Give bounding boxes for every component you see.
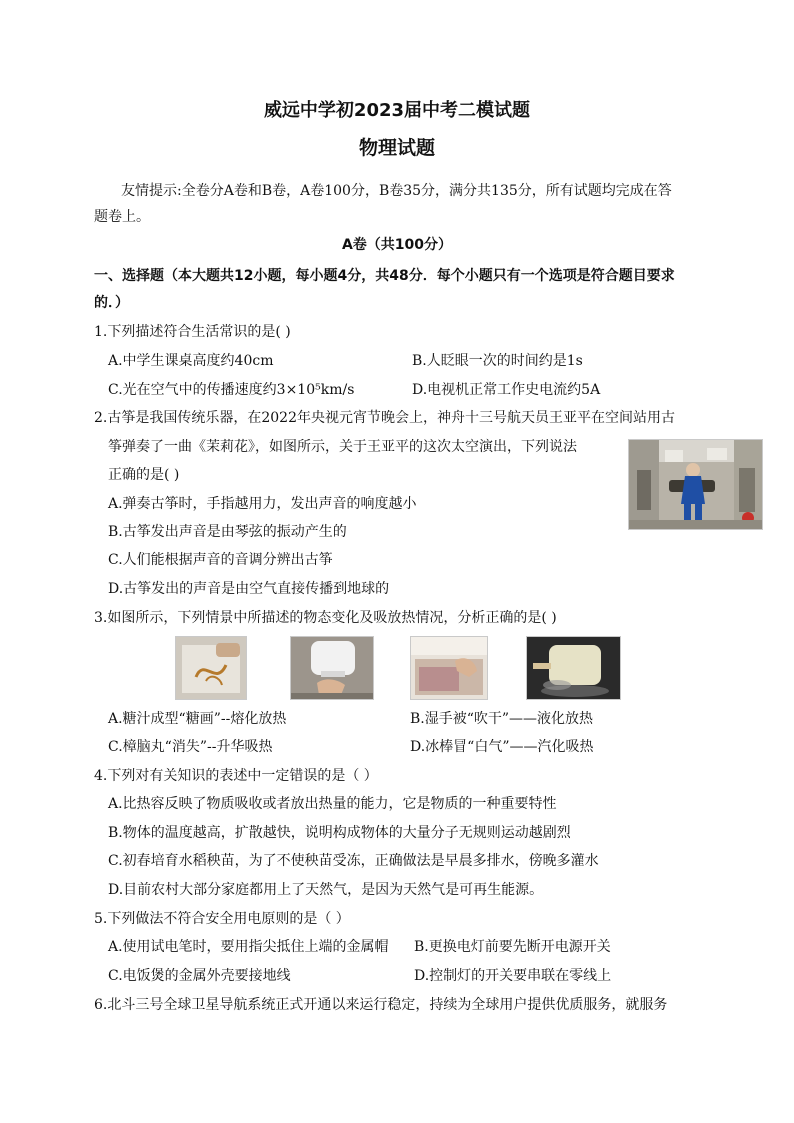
part1-heading-2: 的．） [94,295,129,311]
question-2-option-c: C.人们能根据声音的音调分辨出古筝 [108,552,333,568]
question-5-option-b: B.更换电灯前要先断开电源开关 [414,939,611,955]
sugar-painting-photo [175,636,247,700]
question-4-option-c: C.初春培育水稻秧苗，为了不使秧苗受冻，正确做法是早晨多排水，傍晚多灌水 [108,853,599,869]
question-5-option-d: D.控制灯的开关要串联在零线上 [414,968,612,984]
question-3-option-d: D.冰棒冒“白气”——汽化吸热 [410,739,594,755]
question-1-option-b: B.人眨眼一次的时间约是1s [412,353,583,369]
notice-line-1: 友情提示:全卷分A卷和B卷，A卷100分，B卷35分，满分共135分，所有试题均完成在答 [121,183,672,199]
question-4-option-a: A.比热容反映了物质吸收或者放出热量的能力，它是物质的一种重要特性 [108,796,557,812]
question-2-option-d: D.古筝发出的声音是由空气直接传播到地球的 [108,581,390,597]
question-6-stem: 6.北斗三号全球卫星导航系统正式开通以来运行稳定，持续为全球用户提供优质服务，就服务 [94,997,668,1013]
drawer-mothball-photo [410,636,488,700]
popsicle-photo [526,636,621,700]
question-2-option-b: B.古筝发出声音是由琴弦的振动产生的 [108,524,347,540]
question-1-option-d: D.电视机正常工作史电流约5A [412,382,601,398]
question-3-option-a: A.糖汁成型“糖画”--熔化放热 [108,711,287,727]
question-2-option-a: A.弹奏古筝时，手指越用力，发出声音的响度越小 [108,496,417,512]
question-3-option-b: B.湿手被“吹干”——液化放热 [410,711,594,727]
hand-dryer-photo [290,636,374,700]
space-station-photo [628,439,763,530]
question-5-option-a: A.使用试电笔时，要用指尖抵住上端的金属帽 [108,939,389,955]
question-2-stem-3: 正确的是( ) [108,467,180,483]
question-3-stem: 3.如图所示，下列情景中所描述的物态变化及吸放热情况，分析正确的是( ) [94,610,557,626]
question-1-option-c: C.光在空气中的传播速度约3×10⁵km/s [108,382,355,398]
question-4-option-b: B.物体的温度越高，扩散越快，说明构成物体的大量分子无规则运动越剧烈 [108,825,571,841]
question-5-option-c: C.电饭煲的金属外壳要接地线 [108,968,291,984]
section-a-heading: A卷（共100分） [341,237,453,253]
notice-line-2: 题卷上。 [94,209,150,225]
question-4-stem: 4.下列对有关知识的表述中一定错误的是（ ） [94,768,378,784]
part1-heading-1: 一、选择题（本大题共12小题，每小题4分，共48分．每个小题只有一个选项是符合题目要求 [94,268,675,284]
question-3-option-c: C.樟脑丸“消失”--升华吸热 [108,739,273,755]
question-1-stem: 1.下列描述符合生活常识的是( ) [94,324,291,340]
question-5-stem: 5.下列做法不符合安全用电原则的是（ ） [94,911,350,927]
question-4-option-d: D.目前农村大部分家庭都用上了天然气，是因为天然气是可再生能源。 [108,882,544,898]
question-1-option-a: A.中学生课桌高度约40cm [108,353,274,369]
page-subtitle: 物理试题 [358,137,435,159]
page-title: 威远中学初2023届中考二模试题 [263,100,531,121]
question-2-stem-2: 筝弹奏了一曲《茉莉花》，如图所示，关于王亚平的这次太空演出，下列说法 [108,439,577,455]
question-2-stem-1: 2.古筝是我国传统乐器，在2022年央视元宵节晚会上，神舟十三号航天员王亚平在空间站用古 [94,410,675,426]
